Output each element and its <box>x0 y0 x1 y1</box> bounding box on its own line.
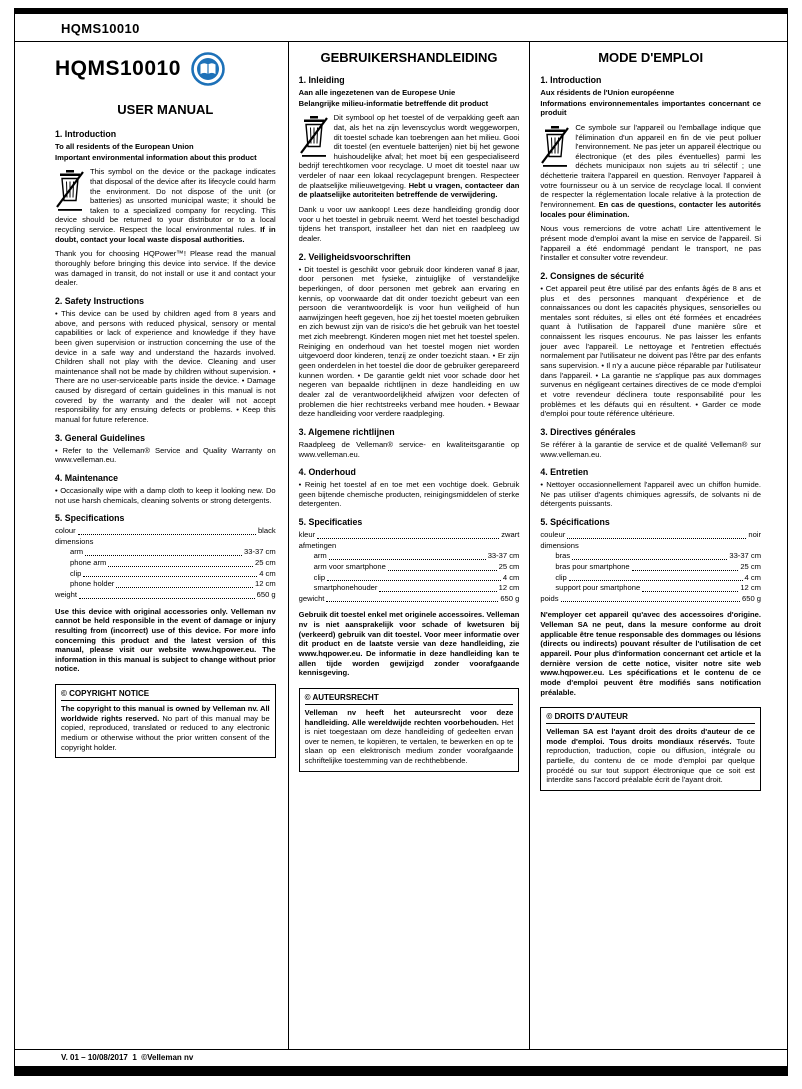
weee-crossed-bin-icon <box>299 115 329 157</box>
copyright-title-fr: © DROITS D'AUTEUR <box>546 712 755 724</box>
column-title-fr: MODE D'EMPLOI <box>598 50 704 65</box>
spec-list-nl <box>299 530 520 604</box>
spec-row: phone arm 25 cm <box>70 558 276 568</box>
copyright-body-nl: Velleman nv heeft het auteursrecht voor deze handleiding. Alle wereldwijde rechten voorbehouden. Het is niet toegestaan om deze handleiding of gedeelten ervan over te nemen, te kopiëren, te vertalen, te bewerken en op te slaan op een elektronisch medium zonder voorafgaande schriftelijke toestemming van de rechthebbende. <box>304 707 514 766</box>
product-title: HQMS10010 <box>55 57 181 80</box>
section-title-guidelines-fr: 3. Directives générales <box>540 426 636 437</box>
audience-line-nl: Aan alle ingezetenen van de Europese Unie <box>298 88 456 97</box>
column-french <box>530 42 787 1049</box>
spec-row: kleur zwart <box>298 530 520 540</box>
page-frame <box>14 8 788 1076</box>
page-footer: V. 01 – 10/08/2017 1 ©Velleman nv <box>61 1053 194 1062</box>
bottom-bar <box>15 1066 787 1076</box>
spec-row: dimensions <box>540 540 579 550</box>
weee-crossed-bin-icon <box>540 125 570 167</box>
page-header-code: HQMS10010 <box>61 21 140 36</box>
weee-paragraph-fr <box>540 123 761 219</box>
copyright-body-fr: Velleman SA est l'ayant droit des droits d'auteur de ce mode d'emploi. Tous droits mondiaux réservés. Toute reproduction, traduction, copie ou diffusion, intégrale ou partielle, du contenu de ce mode d'emploi par quelque procédé ou sur tout support électronique que ce soit est interdite sans l'accord préalable écrit de l'ayant droit. <box>546 727 756 785</box>
maintenance-body-nl: • Reinig het toestel af en toe met een vochtige doek. Gebruik geen bijtende chemische producten, reinigingsmiddelen of sterke detergenten. <box>298 480 520 509</box>
guidelines-body-fr: Se référer à la garantie de service et de qualité Velleman® sur www.velleman.eu. <box>540 439 762 459</box>
weee-crossed-bin-icon <box>55 169 85 211</box>
audience-line-en: To all residents of the European Union <box>55 142 194 151</box>
spec-row: dimensions <box>55 536 94 546</box>
section-title-introduction-fr: 1. Introduction <box>540 75 602 85</box>
accessories-note-fr: N'employer cet appareil qu'avec des accessoires d'origine. Velleman SA ne peut, dans la mesure conforme au droit applicable être tenue responsable des dommages ou lésions (directs ou indirects) pouvant résulter de l'utilisation de cet appareil. Pour plus d'information concernant cet article et la dernière version de cette notice, visiter notre site web www.hqpower.eu. Les spécifications et le contenu de ce mode d'emploi peuvent être modifiés sans notification préalable. <box>540 610 762 697</box>
maintenance-body-en: • Occasionally wipe with a damp cloth to keep it looking new. Do not use harsh chemicals, cleaning solvents or strong detergents. <box>55 485 276 505</box>
spec-row: poids 650 g <box>540 593 762 603</box>
weee-paragraph-en <box>55 167 276 244</box>
section-title-specifications-nl: 5. Specificaties <box>298 517 363 528</box>
guidelines-body-nl: Raadpleeg de Velleman® service- en kwaliteitsgarantie op www.velleman.eu. <box>298 439 520 459</box>
weee-bold-fr: En cas de questions, contacter les autorités locales pour élimination. <box>540 200 762 219</box>
weee-bold-en: If in doubt, contact your local waste disposal authorities. <box>55 225 276 244</box>
accessories-note-nl: Gebruik dit toestel enkel met originele accessoires. Velleman nv is niet aansprakelijk voor schade of kwetsuren bij (verkeerd) gebruik van dit toestel. Voor meer informatie over dit product en de laatste versie van deze handleiding, zie www.hqpower.eu. De informatie in deze handleiding kan te allen tijde worden gewijzigd zonder voorafgaande kennisgeving. <box>298 610 520 678</box>
spec-row: arm 33-37 cm <box>313 551 520 561</box>
spec-list-en <box>55 526 276 600</box>
section-title-safety-fr: 2. Consignes de sécurité <box>540 270 644 281</box>
thanks-paragraph-en: Thank you for choosing HQPower™! Please read the manual thoroughly before bringing this device into service. If the device was damaged in transit, do not install or use it and contact your dealer. <box>55 249 276 288</box>
spec-row: smartphonehouder 12 cm <box>313 583 520 593</box>
spec-row: clip 4 cm <box>313 572 520 582</box>
section-title-maintenance-fr: 4. Entretien <box>540 467 589 478</box>
spec-row: bras pour smartphone 25 cm <box>555 561 762 571</box>
weee-paragraph-nl <box>299 113 520 200</box>
weee-text-fr: Ce symbole sur l'appareil ou l'emballage indique que l'élimination d'un appareil en fin de vie peut polluer l'environnement. Ne pas jeter un appareil électrique ou électronique (et des piles éventuelles) parmi les déchets municipaux non sujets au tri sélectif ; une déchetterie traitera l'appareil en question. Renvoyer l'appareil à votre fournisseur ou à un service de recyclage local. Il convient de respecter la réglementation locale relative à la protection de l'environnement. <box>540 122 762 210</box>
copyright-body-en: The copyright to this manual is owned by Velleman nv. All worldwide rights reserved. No part of this manual may be copied, reproduced, translated or reduced to any electronic medium or otherwise without the prior written consent of the copyright holder. <box>61 704 270 752</box>
section-title-introduction-nl: 1. Inleiding <box>298 75 345 85</box>
safety-body-fr: • Cet appareil peut être utilisé par des enfants âgés de 8 ans et plus et des personnes manquant d'expérience et de connaissances ou dont les capacités physiques, sensorielles ou mentales sont réduites, si elles ont été formées et encadrées quant à l'utilisation de l'appareil d'une manière sûre et connaissent les risques encourus. Ne pas laisser les enfants jouer avec l'appareil. Le nettoyage et l'entretien effectués normalement par l'utilisateur ne doivent pas l'être par des enfants sans supervision. • Il n'y a aucune pièce réparable par l'utilisateur dans l'appareil. • La garantie ne s'applique pas aux dommages survenus en négligeant certaines directives de ce mode d'emploi et votre revendeur déclinera toute responsabilité pour les problèmes et les défauts qui en résultent. • Garder ce mode d'emploi pour toute référence ultérieure. <box>540 283 762 419</box>
section-title-guidelines-nl: 3. Algemene richtlijnen <box>298 426 395 437</box>
section-title-safety-nl: 2. Veiligheidsvoorschriften <box>298 251 411 262</box>
spec-row: weight 650 g <box>55 589 276 599</box>
section-title-specifications-fr: 5. Spécifications <box>540 517 610 528</box>
section-title-safety-en: 2. Safety Instructions <box>55 295 144 306</box>
spec-row: arm 33-37 cm <box>70 547 276 557</box>
section-title-introduction-en: 1. Introduction <box>55 129 117 139</box>
column-title-en: USER MANUAL <box>117 102 214 117</box>
spec-row: clip 4 cm <box>555 572 762 582</box>
weee-text-en: This symbol on the device or the package indicates that disposal of the device after its lifecycle could harm the environment. Do not dispose of the unit (or batteries) as unsorted municipal waste; it should be taken to a specialized company for recycling. This device should be returned to your distributor or to a local recycling service. Respect the local environmental rules. <box>55 167 276 235</box>
spec-row: phone holder 12 cm <box>70 579 276 589</box>
spec-row: colour black <box>55 526 276 536</box>
guidelines-body-en: • Refer to the Velleman® Service and Quality Warranty on www.velleman.eu. <box>55 445 276 465</box>
columns-container <box>15 42 787 1049</box>
spec-row: afmetingen <box>298 540 337 550</box>
copyright-title-nl: © AUTEURSRECHT <box>305 693 514 705</box>
copyright-box-nl <box>299 688 520 772</box>
copyright-box-en <box>55 684 276 758</box>
column-title-nl: GEBRUIKERSHANDLEIDING <box>320 50 498 65</box>
audience-line-fr: Aux résidents de l'Union européenne <box>540 88 675 97</box>
column-english <box>15 42 288 1049</box>
spec-row: bras 33-37 cm <box>555 551 762 561</box>
spec-list-fr <box>540 530 761 604</box>
accessories-note-en: Use this device with original accessories only. Velleman nv cannot be held responsible in the event of damage or injury resulting from (incorrect) use of this device. For more info concerning this product and the latest version of this manual, please visit our website www.hqpower.eu. The information in this manual is subject to change without prior notice. <box>55 606 276 674</box>
column-dutch <box>289 42 530 1049</box>
section-title-specifications-en: 5. Specifications <box>55 513 125 524</box>
env-heading-en: Important environmental information about this product <box>55 152 257 162</box>
spec-row: couleur noir <box>540 530 762 540</box>
section-title-maintenance-nl: 4. Onderhoud <box>298 467 356 478</box>
product-header <box>55 52 276 86</box>
thanks-paragraph-fr: Nous vous remercions de votre achat! Lire attentivement le présent mode d'emploi avant la mise en service de l'appareil. Si l'appareil a été endommagé pendant le transport, ne pas l'installer et consulter votre revendeur. <box>540 224 762 263</box>
weee-text-nl: Dit symbool op het toestel of de verpakking geeft aan dat, als het na zijn levenscyclus wordt weggeworpen, dit toestel schade kan toebrengen aan het milieu. Gooi dit toestel (en eventuele batterijen) niet bij het gewone huishoudelijke afval; het moet bij een gespecialiseerd bedrijf terechtkomen voor recyclage. U moet dit toestel naar uw verdeler of naar een lokaal recyclagepunt brengen. Respecteer de plaatselijke milieuwetgeving. <box>298 113 520 190</box>
spec-row: support pour smartphone 12 cm <box>555 583 762 593</box>
thanks-paragraph-nl: Dank u voor uw aankoop! Lees deze handleiding grondig door voor u het toestel in gebruik neemt. Werd het toestel beschadigd tijdens het transport, installeer het dan niet en raadpleeg uw dealer. <box>298 205 520 243</box>
copyright-title-en: © COPYRIGHT NOTICE <box>61 689 270 701</box>
env-heading-fr: Informations environnementales importantes concernant ce produit <box>540 98 762 118</box>
maintenance-body-fr: • Nettoyer occasionnellement l'appareil avec un chiffon humide. Ne pas utiliser d'agents chimiques agressifs, de solvants ni de détergents puissants. <box>540 480 762 509</box>
spec-row: clip 4 cm <box>70 568 276 578</box>
spec-row: arm voor smartphone 25 cm <box>313 561 520 571</box>
env-heading-nl: Belangrijke milieu-informatie betreffende dit product <box>298 98 489 108</box>
weee-bold-nl: Hebt u vragen, contacteer dan de plaatselijke autoriteiten betreffende de verwijdering. <box>298 180 520 200</box>
copyright-box-fr <box>540 707 761 791</box>
spec-row: gewicht 650 g <box>298 593 520 603</box>
manual-book-logo-icon <box>191 52 225 86</box>
section-title-guidelines-en: 3. General Guidelines <box>55 432 145 443</box>
safety-body-nl: • Dit toestel is geschikt voor gebruik door kinderen vanaf 8 jaar, door personen met fysieke, zintuiglijke of verstandelijke beperkingen, of door personen met gebrek aan ervaring en kennis, op voorwaarde dat dit onder toezicht gebeurt van een persoon die verantwoordelijk is voor hun veiligheid of hun aanwijzingen heeft gegeven, hoe zij het toestel moeten gebruiken en zich bewust zijn van de risico's die het gebruik van het toestel met zich meebrengt. Kinderen mogen niet met het toestel spelen. Reiniging en onderhoud van het toestel mogen niet worden uitgevoerd door kinderen, tenzij ze onder toezicht staan. • Er zijn geen onderdelen in het toestel die door de gebruiker gerepareerd kunnen worden. • De garantie geldt niet voor schade door het negeren van bepaalde richtlijnen in deze handleiding en uw dealer zal de verantwoordelijkheid afwijzen voor defecten of problemen die hier rechtstreeks verband mee houden. • Bewaar deze handleiding voor verdere raadpleging. <box>298 264 520 419</box>
section-title-maintenance-en: 4. Maintenance <box>55 472 119 483</box>
safety-body-en: • This device can be used by children aged from 8 years and above, and persons with reduced physical, sensory or mental capabilities or lack of experience and knowledge if they have been given supervision or instruction concerning the use of the device in a safe way and understand the hazards involved. Children shall not play with the device. Cleaning and user maintenance shall not be made by children without supervision. • There are no user-serviceable parts inside the device. • Damage caused by disregard of certain guidelines in this manual is not covered by the warranty and the dealer will not accept responsibility for any ensuing defects or problems. • Keep this manual for future reference. <box>55 308 276 425</box>
